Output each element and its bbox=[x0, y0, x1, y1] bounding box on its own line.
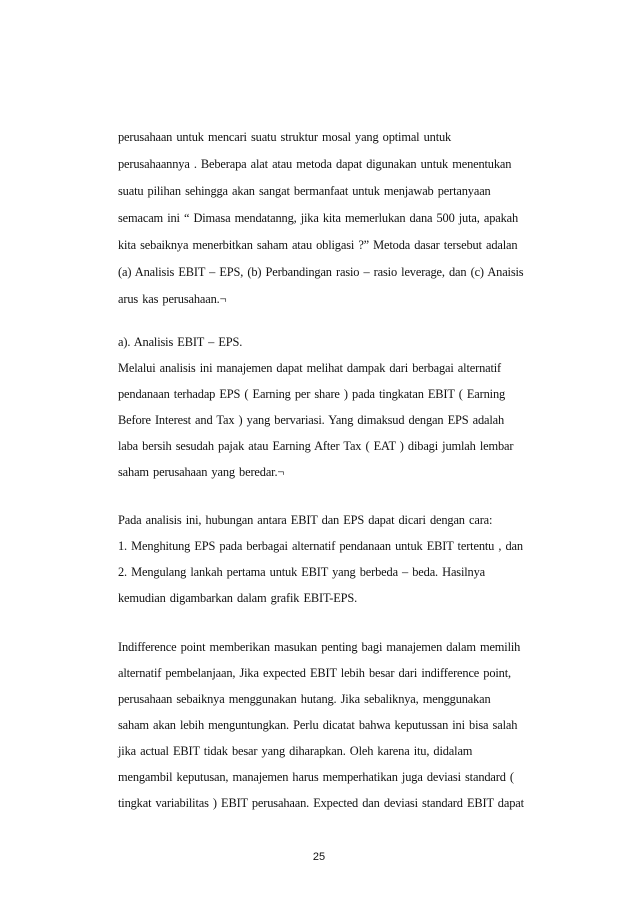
paragraph-line: arus kas perusahaan.¬ bbox=[118, 292, 227, 306]
paragraph-line: kita sebaiknya menerbitkan saham atau obligasi ?” Metoda dasar tersebut adalan bbox=[118, 238, 518, 252]
paragraph-line: pendanaan terhadap EPS ( Earning per share ) pada tingkatan EBIT ( Earning bbox=[118, 387, 506, 401]
paragraph-line: semacam ini “ Dimasa mendatanng, jika kita memerlukan dana 500 juta, apakah bbox=[118, 211, 519, 225]
paragraph-line: Before Interest and Tax ) yang bervariasi. Yang dimaksud dengan EPS adalah bbox=[118, 413, 505, 427]
paragraph-line: Indifference point memberikan masukan penting bagi manajemen dalam memilih bbox=[118, 640, 521, 654]
paragraph-line: (a) Analisis EBIT – EPS, (b) Perbandingan rasio – rasio leverage, dan (c) Anaisis bbox=[118, 265, 524, 279]
paragraph-line: perusahaan untuk mencari suatu struktur mosal yang optimal untuk bbox=[118, 130, 452, 144]
section-heading: a). Analisis EBIT – EPS. bbox=[118, 335, 243, 349]
paragraph-line: alternatif pembelanjaan, Jika expected EBIT lebih besar dari indifference point, bbox=[118, 666, 511, 680]
paragraph-line: mengambil keputusan, manajemen harus memperhatikan juga deviasi standard ( bbox=[118, 770, 514, 784]
paragraph-line: laba bersih sesudah pajak atau Earning After Tax ( EAT ) dibagi jumlah lembar bbox=[118, 439, 514, 453]
list-item: 1. Menghitung EPS pada berbagai alternatif pendanaan untuk EBIT tertentu , dan bbox=[118, 539, 523, 553]
paragraph-line: jika actual EBIT tidak besar yang diharapkan. Oleh karena itu, didalam bbox=[118, 744, 473, 758]
paragraph-line: kemudian digambarkan dalam grafik EBIT-EPS. bbox=[118, 591, 358, 605]
paragraph-line: saham perusahaan yang beredar.¬ bbox=[118, 465, 285, 479]
paragraph-line: suatu pilihan sehingga akan sangat bermanfaat untuk menjawab pertanyaan bbox=[118, 184, 491, 198]
paragraph-line: perusahaan sebaiknya menggunakan hutang. Jika sebaliknya, menggunakan bbox=[118, 692, 491, 706]
paragraph-line: perusahaannya . Beberapa alat atau metoda dapat digunakan untuk menentukan bbox=[118, 157, 512, 171]
paragraph-line: Melalui analisis ini manajemen dapat melihat dampak dari berbagai alternatif bbox=[118, 361, 502, 375]
paragraph-line: Pada analisis ini, hubungan antara EBIT dan EPS dapat dicari dengan cara: bbox=[118, 513, 493, 527]
paragraph-line: tingkat variabilitas ) EBIT perusahaan. Expected dan deviasi standard EBIT dapat bbox=[118, 796, 524, 810]
page-number: 25 bbox=[312, 851, 326, 863]
list-item: 2. Mengulang lankah pertama untuk EBIT yang berbeda – beda. Hasilnya bbox=[118, 565, 485, 579]
paragraph-line: saham akan lebih menguntungkan. Perlu dicatat bahwa keputussan ini bisa salah bbox=[118, 718, 518, 732]
